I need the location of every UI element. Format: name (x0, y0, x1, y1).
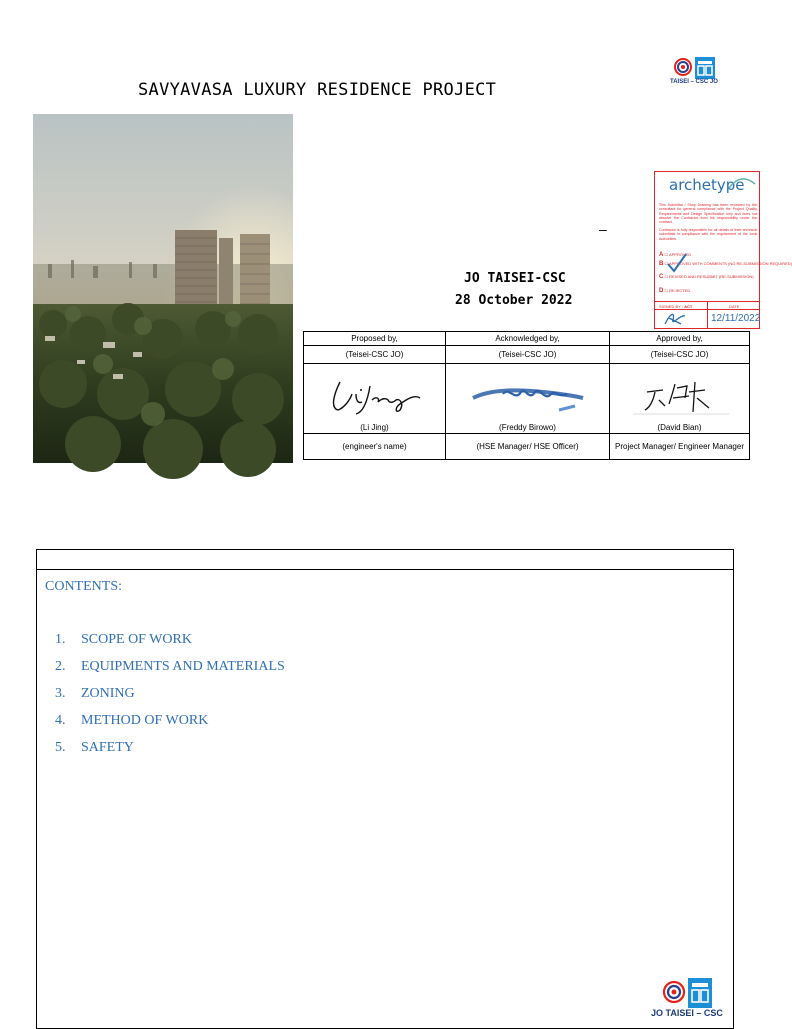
separator-dash: – (599, 221, 607, 237)
document-title: SAVYAVASA LUXURY RESIDENCE PROJECT (138, 80, 497, 100)
org-approved: (Teisei-CSC JO) (610, 346, 750, 364)
toc-item: 4. METHOD OF WORK (55, 713, 209, 728)
document-date: 28 October 2022 (455, 293, 573, 308)
role-proposed: (engineer's name) (304, 434, 446, 460)
stamp-note-2: Contractor is fully responsible for all details of their technical submittals in compliance with the requirement of the local Authorities. (659, 228, 757, 241)
table-of-contents (55, 632, 285, 767)
stamp-option-c: C ☐ REVISED AND RESUBMIT (RE-SUBMISSION) (659, 274, 754, 280)
stamp-date-value: 12/11/2022 (711, 313, 761, 324)
toc-item: 1. SCOPE OF WORK (55, 632, 192, 647)
taisei-swirl-icon (662, 979, 686, 1007)
contents-title: CONTENTS: (45, 579, 122, 594)
company-name: JO TAISEI-CSC (464, 271, 566, 286)
role-approved: Project Manager/ Engineer Manager (610, 434, 750, 460)
toc-item: 5. SAFETY (55, 740, 134, 755)
stamp-date-label: DATE (729, 304, 740, 309)
stamp-option-d: D ☐ REJECTED (659, 288, 691, 294)
approval-stamp (654, 171, 792, 329)
csc-block-icon (695, 57, 715, 79)
signature-freddy-birowo (446, 364, 610, 423)
role-acknowledged: (HSE Manager/ HSE Officer) (446, 434, 610, 460)
contents-header-bar (37, 550, 733, 570)
check-mark-icon (666, 252, 688, 274)
name-acknowledged: (Freddy Birowo) (446, 422, 610, 434)
stamp-option-b: B ☐ APPROVED WITH COMMENTS (NO RE-SUBMISSION REQUIRED) (659, 261, 792, 267)
company-logo (670, 57, 718, 85)
stamp-arc-icon (727, 176, 757, 190)
signature-table (303, 331, 750, 460)
name-proposed: (Li Jing) (304, 422, 446, 434)
stamp-note-1: This Submittal / Shop Drawing has been reviewed by the consultant for general compliance with the Project Quality Requirements and Design Specification only and does not absolve the Contractor from his responsibility under the contract. (659, 203, 757, 225)
header-acknowledged: Acknowledged by, (446, 332, 610, 346)
stamp-signed-by-label: SIGNED BY : ACT (659, 304, 693, 309)
stamp-initials-signature (661, 310, 691, 328)
footer-logo (651, 978, 723, 1018)
logo-text: JO TAISEI – CSC (651, 1008, 723, 1018)
toc-item: 3. ZONING (55, 686, 135, 701)
header-approved: Approved by, (610, 332, 750, 346)
csc-block-icon (688, 978, 712, 1008)
logo-text: TAISEI – CSC JO (670, 79, 718, 85)
header-proposed: Proposed by, (304, 332, 446, 346)
signature-david-bian (610, 364, 750, 423)
name-approved: (David Bian) (610, 422, 750, 434)
org-proposed: (Teisei-CSC JO) (304, 346, 446, 364)
toc-item: 2. EQUIPMENTS AND MATERIALS (55, 659, 285, 674)
org-acknowledged: (Teisei-CSC JO) (446, 346, 610, 364)
stamp-option-a: A ☐ APPROVED (659, 252, 692, 258)
taisei-swirl-icon (673, 57, 693, 79)
project-rendering-image (33, 114, 293, 463)
stamp-brand: archetype (669, 176, 745, 194)
signature-li-jing (304, 364, 446, 423)
contents-panel (36, 549, 734, 1029)
